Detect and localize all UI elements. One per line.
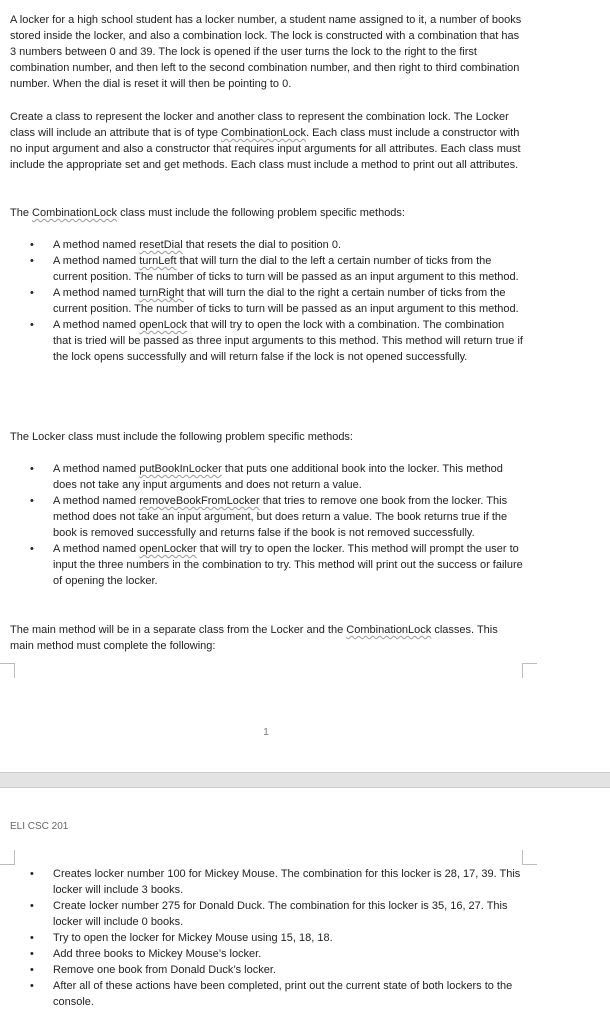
lock-methods-list [10, 237, 524, 365]
main-intro-part2: classes. This main method must complete the following: [10, 624, 498, 652]
locker-methods-list [10, 461, 524, 589]
item-text: that will try to open the locker. This method will prompt the user to input the three numbers in the combination to try. This method will print out the success or failure of opening the locker. [53, 543, 523, 587]
list-item [10, 317, 524, 365]
item-prefix: A method named [53, 495, 140, 507]
item-prefix: A method named [53, 319, 140, 331]
class-req-text-part1: Create a class to represent the locker and another class to represent the combination lock. The Locker class will include an attribute that is of type [10, 111, 509, 139]
combinationlock-term: CombinationLock [32, 207, 118, 219]
list-item: • After all of these actions have been completed, print out the current state of both lockers to the console. [10, 978, 524, 1010]
intro-text: A locker for a high school student has a locker number, a student name assigned to it, a number of books stored inside the locker, and also a combination lock. The lock is constructed with a combination that has 3 numbers between 0 and 39. The lock is opened if the user turns the lock to the right to the first combination number, and then left to the second combination number, and then right to third combination number. When the dial is reset it will then be pointing to 0. [10, 14, 522, 90]
list-item: • Try to open the locker for Mickey Mouse using 15, 18, 18. [10, 930, 524, 946]
margin-corner-mark [522, 850, 537, 865]
list-item [10, 541, 524, 589]
list-item [10, 285, 524, 317]
item-prefix: A method named [53, 543, 140, 555]
main-method-intro-text [10, 622, 524, 654]
method-name: turnLeft [139, 255, 177, 267]
page-gap [0, 772, 610, 788]
class-req-text-part2: . Each class must include a constructor with no input argument and also a constructor that requires input arguments for all attributes. Each class must include the appropriate set and get methods. Each class must include a method to print out all attributes. [10, 127, 521, 171]
method-name: putBookInLocker [139, 463, 222, 475]
item-text: that puts one additional book into the locker. This method does not take any input arguments and does not return a value. [53, 463, 503, 491]
main-method-intro [10, 622, 524, 654]
item-prefix: A method named [53, 287, 140, 299]
margin-corner-mark [0, 850, 15, 865]
main-steps-list [10, 866, 524, 1010]
lock-methods-intro-text [10, 205, 524, 221]
method-name: openLocker [139, 543, 197, 555]
main-intro-part1: The main method will be in a separate class from the Locker and the [10, 624, 347, 636]
item-prefix: A method named [53, 239, 140, 251]
lock-intro-part1: The [10, 207, 33, 219]
lock-intro-part2: class must include the following problem specific methods: [117, 207, 405, 219]
combinationlock-term: CombinationLock [220, 127, 306, 139]
locker-methods-intro-text: The Locker class must include the following problem specific methods: [10, 431, 353, 443]
method-name: removeBookFromLocker [139, 495, 260, 507]
combinationlock-term: CombinationLock [346, 624, 432, 636]
method-name: turnRight [139, 287, 184, 299]
list-item [10, 237, 524, 253]
method-name: resetDial [139, 239, 183, 251]
item-text: that resets the dial to position 0. [182, 239, 342, 251]
lock-methods-intro [10, 205, 524, 221]
list-item: • Remove one book from Donald Duck’s locker. [10, 962, 524, 978]
margin-corner-mark [522, 663, 537, 678]
item-prefix: A method named [53, 255, 140, 267]
list-item [10, 461, 524, 493]
list-item: • Create locker number 275 for Donald Duck. The combination for this locker is 35, 16, 27. This locker will include 0 books. [10, 898, 524, 930]
item-prefix: A method named [53, 463, 140, 475]
class-requirements-text [10, 109, 524, 173]
item-text: that will turn the dial to the left a certain number of ticks from the current position. The number of ticks to turn will be passed as an input argument to this method. [53, 255, 519, 283]
item-text: that will turn the dial to the right a certain number of ticks from the current position. The number of ticks to turn will be passed as an input argument to this method. [53, 287, 519, 315]
item-text: that will try to open the lock with a combination. The combination that is tried will be passed as three input arguments to this method. This method will return true if the lock opens successfully and will return false if the lock is not opened successfully. [53, 319, 523, 363]
locker-methods-intro [10, 429, 524, 445]
page-header: ELI CSC 201 [10, 821, 69, 832]
intro-paragraph [10, 12, 524, 92]
item-text: that tries to remove one book from the locker. This method does not take an input argument, but does return a value. The book returns true if the book is removed successfully and returns false if the book is not removed successfully. [53, 495, 508, 539]
page-number: 1 [263, 727, 269, 738]
method-name: openLock [139, 319, 187, 331]
list-item [10, 253, 524, 285]
list-item: • Add three books to Mickey Mouse’s locker. [10, 946, 524, 962]
list-item [10, 493, 524, 541]
class-requirements-paragraph [10, 109, 524, 173]
list-item: • Creates locker number 100 for Mickey Mouse. The combination for this locker is 28, 17, 39. This locker will include 3 books. [10, 866, 524, 898]
margin-corner-mark [0, 663, 15, 678]
